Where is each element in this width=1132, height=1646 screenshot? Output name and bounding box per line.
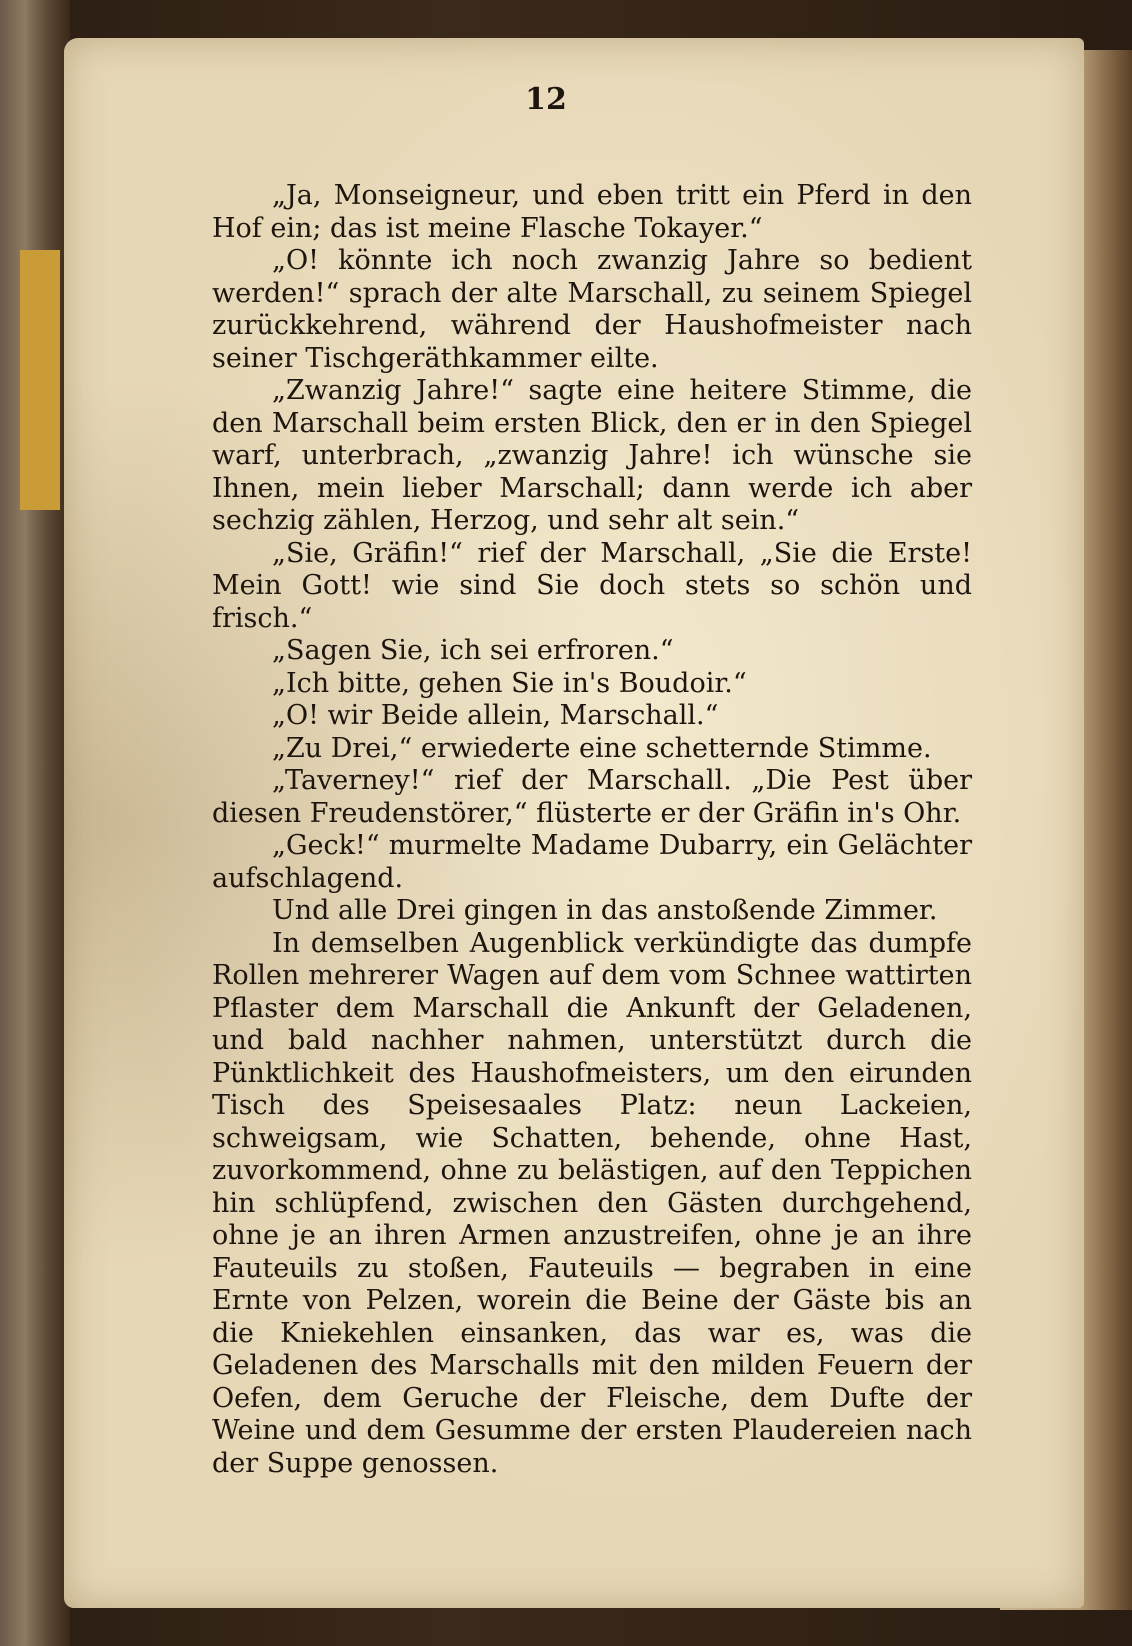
paragraph: „Ich bitte, gehen Sie in's Boudoir.“ <box>272 667 747 699</box>
paragraph: Und alle Drei gingen in das anstoßende Zimmer. <box>272 895 938 926</box>
paragraph: In demselben Augenblick verkündigte das dumpfe Rollen mehrerer Wagen auf dem vom Schnee wattirten Pflaster dem Marschall die Ankunft der Geladenen, und bald nachher nahmen, unterstützt durch die Pünktlichkeit des Haushofmeisters, um den eirunden Tisch des Speisesaales Platz: neun Lackeien, schweigsam, wie Schatten, behende, ohne Hast, zuvorkommend, ohne zu belästigen, auf den Teppichen hin schlüpfend, zwischen den Gästen durchgehend, ohne je an ihren Armen anzustreifen, ohne je an ihre Fauteuils zu stoßen, Fauteuils — begraben in eine Ernte von Pelzen, worein die Beine der Gäste bis an die Kniekehlen einsanken, das war es, was die Geladenen des Marschalls mit den milden Feuern der Oefen, dem Geruche der Fleische, dem Dufte der Weine und dem Gesumme der ersten Plaudereien nach der Suppe genossen. <box>212 927 972 1479</box>
paragraph: „O! wir Beide allein, Marschall.“ <box>272 700 719 731</box>
yellow-page-tab <box>20 250 60 510</box>
page-number: 12 <box>525 82 567 117</box>
paragraph: „Taverney!“ rief der Marschall. „Die Pest über diesen Freudenstörer,“ flüsterte er der Gräfin in's Ohr. <box>212 765 972 829</box>
paragraph: „Zwanzig Jahre!“ sagte eine heitere Stimme, die den Marschall beim ersten Blick, den er in den Spiegel warf, unterbrach, „zwanzig Jahre! ich wünsche sie Ihnen, mein lieber Marschall; dann werde ich aber sechzig zählen, Herzog, und sehr alt sein.“ <box>212 375 972 536</box>
paragraph: „Geck!“ murmelte Madame Dubarry, ein Gelächter aufschlagend. <box>212 830 972 894</box>
paragraph: „Zu Drei,“ erwiederte eine schetternde Stimme. <box>272 732 932 764</box>
book-cover-edge <box>0 0 70 1646</box>
paragraph: „Sie, Gräfin!“ rief der Marschall, „Sie die Erste! Mein Gott! wie sind Sie doch stets so schön und frisch.“ <box>212 537 972 634</box>
paragraph: „Sagen Sie, ich sei erfroren.“ <box>272 635 674 666</box>
paragraph: „Ja, Monseigneur, und eben tritt ein Pferd in den Hof ein; das ist meine Flasche Tokayer.“ <box>212 180 972 244</box>
body-text <box>212 180 972 1480</box>
paragraph: „O! könnte ich noch zwanzig Jahre so bedient werden!“ sprach der alte Marschall, zu seinem Spiegel zurückkehrend, während der Haushofmeister nach seiner Tischgeräthkammer eilte. <box>212 245 972 374</box>
